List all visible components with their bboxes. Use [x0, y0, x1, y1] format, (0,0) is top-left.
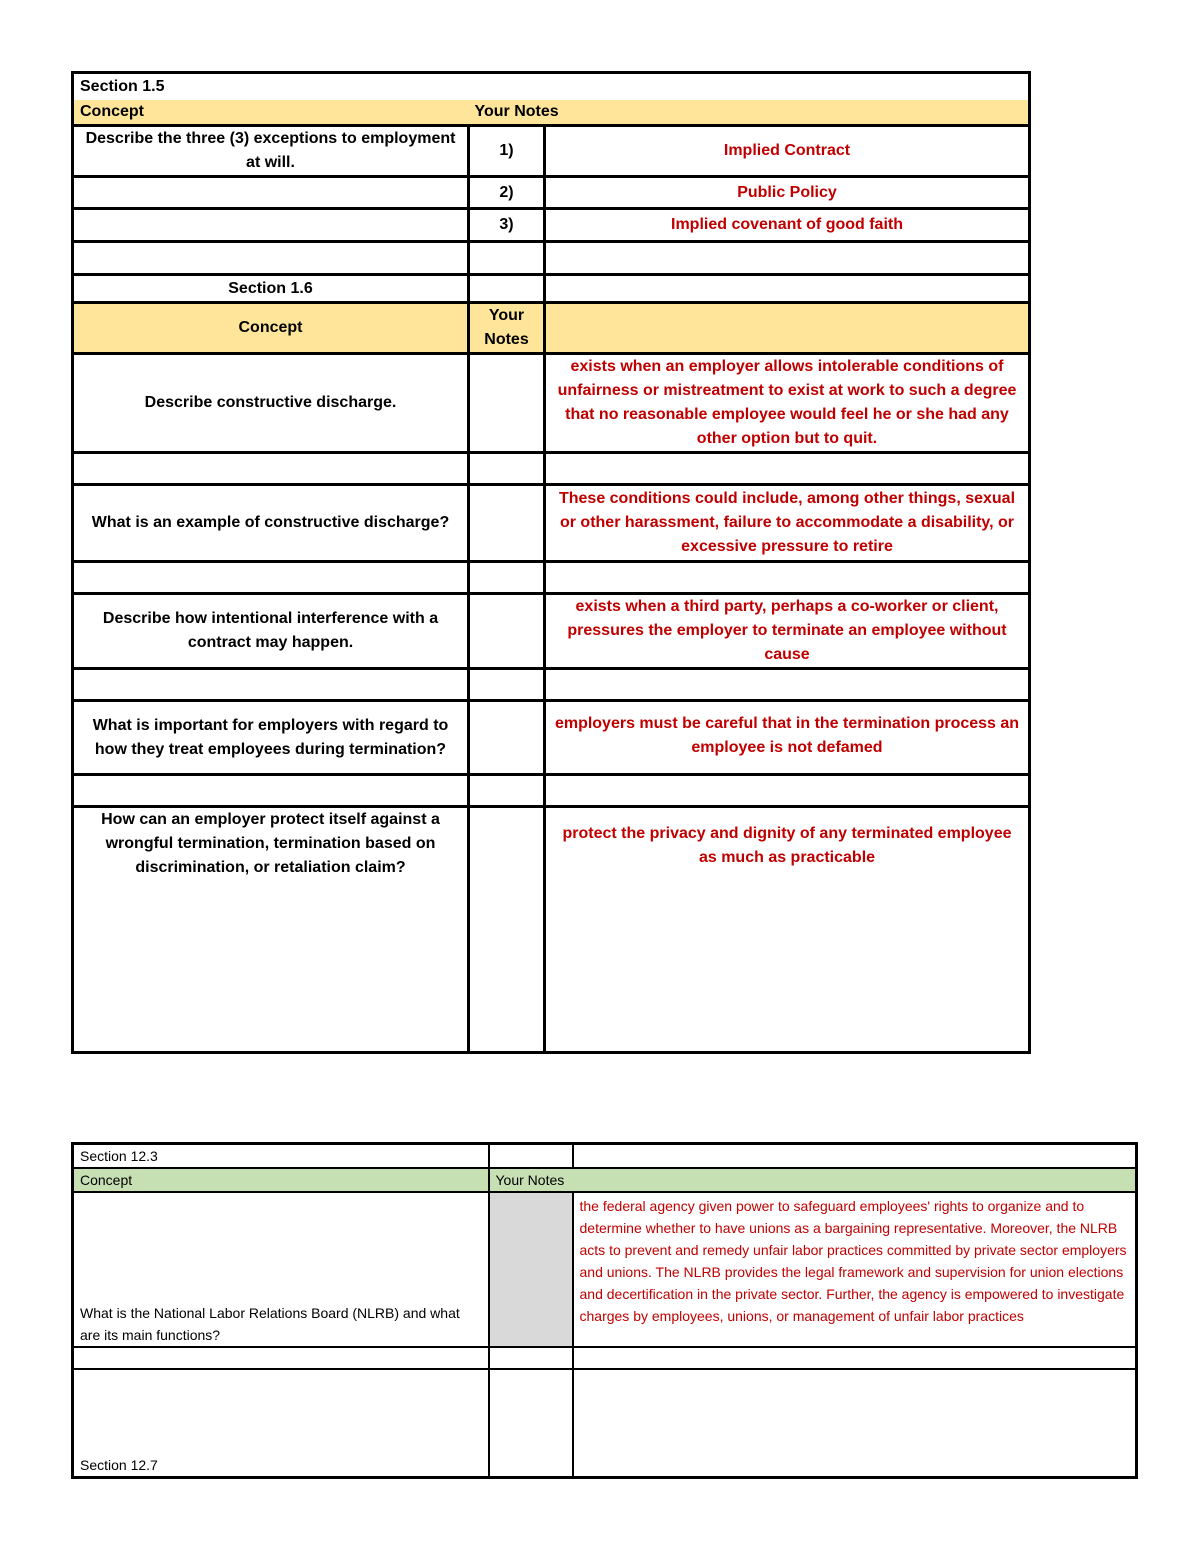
- empty-cell: [469, 275, 545, 303]
- empty-cell: [73, 209, 469, 242]
- empty-cell: [489, 1144, 573, 1169]
- empty-cell: [469, 594, 545, 669]
- empty-cell: [469, 669, 545, 701]
- section-1-6-title: Section 1.6: [73, 275, 469, 303]
- empty-cell: [73, 453, 469, 485]
- answer-cell: protect the privacy and dignity of any terminated employee as much as practicable: [545, 807, 1030, 1053]
- section-1-5-title: Section 1.5: [73, 73, 1030, 100]
- section-12-7-title: Section 12.7: [73, 1369, 489, 1477]
- exception-number: 2): [469, 177, 545, 209]
- exception-number: 1): [469, 126, 545, 177]
- nlrb-answer: the federal agency given power to safeguard employees' rights to organize and to determine whether to have unions as a bargaining representative. Moreover, the NLRB acts to prevent and remedy unfair labor practices committed by private sector employers and unions. The NLRB provides the legal framework and supervision for union elections and decertification in the private sector. Further, the agency is empowered to investigate charges by employees, unions, or management of unfair labor practices: [573, 1192, 1137, 1347]
- section-12-3-table: [71, 1142, 1138, 1479]
- answer-cell: exists when an employer allows intolerable conditions of unfairness or mistreatment to exist at work to such a degree that no reasonable employee would feel he or she had any other option but to quit.: [545, 354, 1030, 453]
- empty-cell: [469, 775, 545, 807]
- empty-cell: [469, 354, 545, 453]
- exception-answer: Implied Contract: [545, 126, 1030, 177]
- your-notes-header: Your Notes: [489, 1168, 1137, 1192]
- empty-cell: [73, 669, 469, 701]
- empty-cell: [73, 177, 469, 209]
- question-cell: How can an employer protect itself against a wrongful termination, termination based on discrimination, or retaliation claim?: [73, 807, 469, 1053]
- concept-header: Concept: [73, 1168, 489, 1192]
- question-cell: Describe how intentional interference with a contract may happen.: [73, 594, 469, 669]
- answer-cell: These conditions could include, among other things, sexual or other harassment, failure to accommodate a disability, or excessive pressure to retire: [545, 485, 1030, 562]
- empty-cell: [73, 242, 469, 275]
- empty-cell: [489, 1369, 573, 1477]
- empty-cell: [545, 775, 1030, 807]
- question-cell: What is an example of constructive discharge?: [73, 485, 469, 562]
- empty-cell: [573, 1369, 1137, 1477]
- empty-cell: [545, 242, 1030, 275]
- empty-cell: [573, 1144, 1137, 1169]
- question-cell: Describe constructive discharge.: [73, 354, 469, 453]
- empty-cell: [545, 669, 1030, 701]
- empty-cell: [545, 303, 1030, 354]
- concept-header-2: Concept: [73, 303, 469, 354]
- nlrb-question: What is the National Labor Relations Board (NLRB) and what are its main functions?: [73, 1192, 489, 1347]
- question-cell: What is important for employers with regard to how they treat employees during termination?: [73, 701, 469, 775]
- exception-number: 3): [469, 209, 545, 242]
- empty-cell: [545, 275, 1030, 303]
- empty-cell: [489, 1347, 573, 1369]
- empty-cell: [73, 562, 469, 594]
- empty-cell: [469, 807, 545, 1053]
- empty-cell: [545, 453, 1030, 485]
- your-notes-header: Your Notes: [469, 100, 1030, 126]
- empty-cell: [545, 562, 1030, 594]
- sections-1-5-1-6-table: [71, 71, 1031, 1054]
- answer-cell: employers must be careful that in the termination process an employee is not defamed: [545, 701, 1030, 775]
- empty-cell: [469, 562, 545, 594]
- empty-cell: [469, 485, 545, 562]
- section-12-3-title: Section 12.3: [73, 1144, 489, 1169]
- empty-cell: [73, 1347, 489, 1369]
- exception-answer: Public Policy: [545, 177, 1030, 209]
- concept-header: Concept: [73, 100, 469, 126]
- answer-cell: exists when a third party, perhaps a co-worker or client, pressures the employer to terminate an employee without cause: [545, 594, 1030, 669]
- empty-cell: [469, 453, 545, 485]
- empty-cell: [573, 1347, 1137, 1369]
- your-notes-header-2: Your Notes: [469, 303, 545, 354]
- empty-cell: [469, 701, 545, 775]
- empty-cell: [469, 242, 545, 275]
- exception-answer: Implied covenant of good faith: [545, 209, 1030, 242]
- empty-cell: [489, 1192, 573, 1347]
- exceptions-question: Describe the three (3) exceptions to employment at will.: [73, 126, 469, 177]
- empty-cell: [73, 775, 469, 807]
